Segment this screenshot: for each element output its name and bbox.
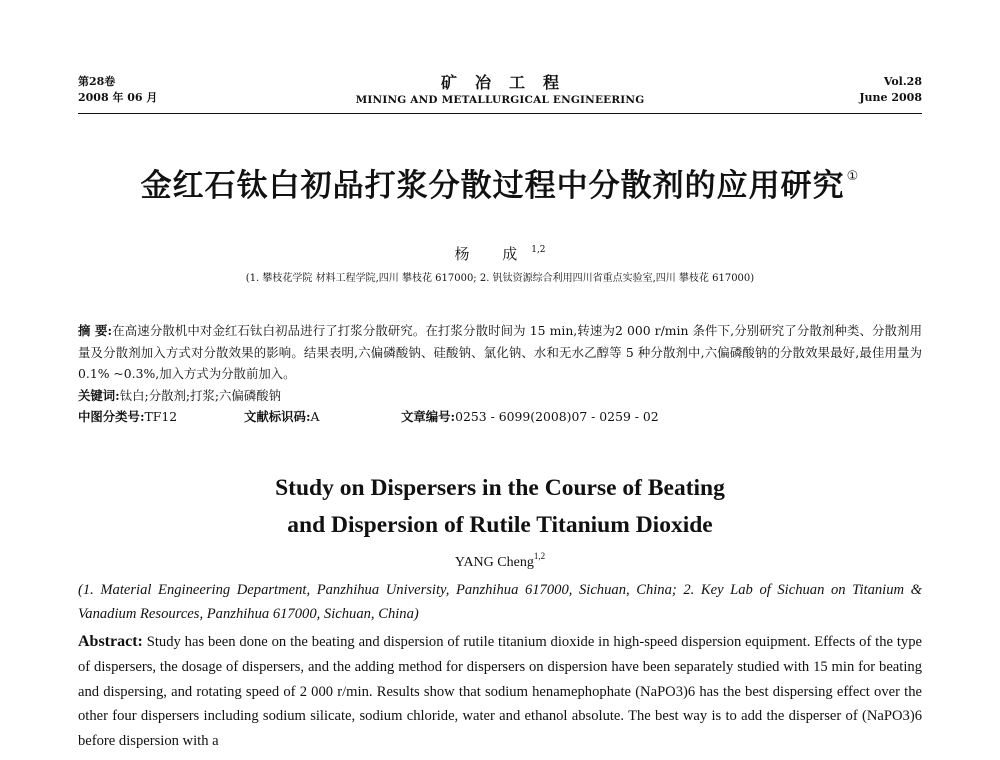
author-en — [0, 551, 1000, 571]
abstract-cn-block — [78, 320, 922, 428]
keywords-cn — [78, 385, 922, 407]
author-cn — [0, 243, 1000, 264]
article-value: 0253 - 6099(2008)07 - 0259 - 02 — [455, 409, 659, 424]
abstract-cn-text: 在高速分散机中对金红石钛白初品进行了打浆分散研究。在打浆分散时间为 15 min,转速为2 000 r/min 条件下,分别研究了分散剂种类、分散剂用量及分散剂加入方式对分散效果的影响。结果表明,六偏磷酸钠、硅酸钠、氯化钠、水和无水乙醇等 5 种分散剂中,六偏磷酸钠的分散效果最好,最佳用量为 0.1% ~0.3%,加入方式为分散前加入。 — [78, 323, 922, 381]
title-en-line2: and Dispersion of Rutile Titanium Dioxide — [287, 512, 713, 538]
doc-label: 文献标识码: — [244, 409, 311, 424]
title-footnote-mark: ① — [846, 169, 860, 184]
keywords-cn-text: 钛白;分散剂;打浆;六偏磷酸钠 — [119, 387, 281, 403]
abstract-en — [78, 630, 922, 754]
doc-code — [244, 406, 401, 428]
title-en-line1: Study on Dispersers in the Course of Beating — [275, 475, 725, 501]
journal-name-cn: 矿冶工程 — [440, 73, 577, 92]
title-cn-text: 金红石钛白初品打浆分散过程中分散剂的应用研究 — [140, 168, 845, 204]
abstract-en-label: Abstract: — [78, 633, 143, 650]
header-rule — [78, 113, 922, 114]
clc-label: 中图分类号: — [78, 409, 145, 424]
volume-en: Vol.28 — [883, 75, 922, 88]
article-number — [401, 406, 659, 428]
keywords-cn-label: 关键词: — [78, 387, 120, 403]
author-en-name: YANG Cheng — [454, 555, 534, 570]
affiliation-cn: (1. 攀枝花学院 材料工程学院,四川 攀枝花 617000; 2. 钒钛资源综合利用四川省重点实验室,四川 攀枝花 617000) — [245, 273, 755, 284]
journal-name-en: MINING AND METALLURGICAL ENGINEERING — [355, 94, 645, 106]
author-en-affil-mark: 1,2 — [533, 551, 546, 561]
classification-line — [78, 406, 922, 428]
author-cn-affil-mark: 1,2 — [531, 245, 546, 255]
title-en — [0, 470, 1000, 544]
header-right — [859, 74, 922, 106]
affiliation-en: (1. Material Engineering Department, Panzhihua University, Panzhihua 617000, Sichuan, China; 2. Key Lab of Sichuan on Titanium & Vanadium Resources, Panzhihua 617000, Sichuan, China) — [78, 582, 922, 622]
clc-value: TF12 — [144, 409, 178, 424]
header-center — [78, 74, 922, 108]
date-en: June 2008 — [859, 91, 922, 104]
volume-cn: 第28卷 — [78, 75, 116, 88]
doc-value: A — [310, 409, 320, 424]
clc-code — [78, 406, 244, 428]
running-header — [78, 74, 922, 114]
abstract-cn-label: 摘 要: — [78, 323, 113, 338]
abstract-cn — [78, 320, 922, 385]
article-label: 文章编号: — [401, 409, 456, 424]
title-cn — [0, 160, 1000, 205]
abstract-en-text: Study has been done on the beating and dispersion of rutile titanium dioxide in high-speed dispersion equipment. Effects of the type of dispersers, the dosage of dispersers, and the adding method for dispersers on dispersion have been separately studied with 15 min for beating and dispersing, and rotating speed of 2 000 r/min. Results show that sodium henamephophate (NaPO3)6 has the best dispersing effect over the other four dispersers including sodium silicate, sodium chloride, water and ethanol absolute. The best way is to add the disperser of (NaPO3)6 before dispersion with a — [78, 634, 923, 750]
date-cn: 2008 年 06 月 — [78, 91, 158, 104]
author-cn-name: 杨 成 — [454, 245, 532, 263]
